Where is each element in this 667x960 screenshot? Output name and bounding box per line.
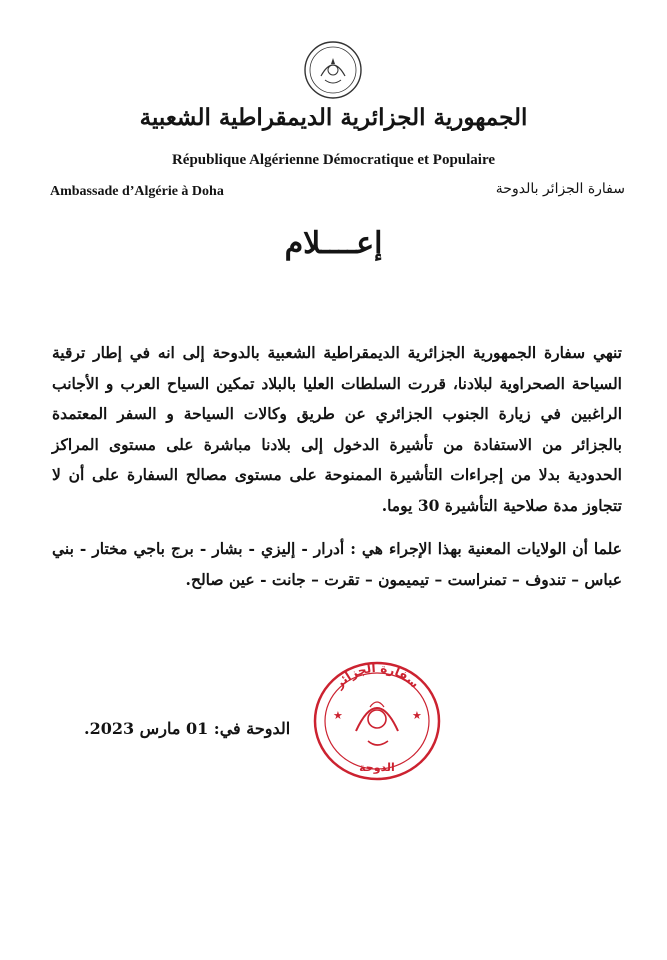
algeria-coat-of-arms-icon [303,40,363,100]
date-line: الدوحة في: 01 مارس 2023. [84,719,291,738]
embassy-round-stamp-icon [308,657,446,785]
french-republic-title: République Algérienne Démocratique et Populaire [171,152,496,168]
stamp-top-text: سفارة الجزائر [332,660,422,692]
notice-paragraph-1: تنهي سفارة الجمهورية الجزائرية الديمقراطية الشعبية بالدوحة إلى انه في إطار ترقية السياحة الصحراوية لبلادنا، قررت السلطات العليا بالبلاد تمكين السياح العرب و الأجانب الراغبين في زيارة الجنوب الجزائري عن طريق وكالات السياحة و السفر المعتمدة بالجزائر من الاستفادة من تأشيرة الدخول إلى بلادنا مباشرة على مستوى المراكز الحدودية بدلا من إجراءات التأشيرة الممنوحة على مستوى مصالح السفارة على أن لا تتجاوز مدة صلاحية التأشيرة 30 يوما. [52,343,622,515]
svg-text:★: ★ [333,709,343,722]
embassy-name-french: Ambassade d’Algérie à Doha [50,184,224,199]
stamp-bottom-text: الدوحة [359,761,395,774]
notice-paragraph-2: علما أن الولايات المعنية بهذا الإجراء هي : أدرار - إليزي - بشار - برج باجي مختار - بني عباس – تندوف – تمنراست – تيميمون – تقرت – جانت - عين صالح. [52,539,622,589]
embassy-name-arabic: سفارة الجزائر بالدوحة [495,181,625,197]
arabic-republic-title: الجمهورية الجزائرية الديمقراطية الشعبية [139,104,528,131]
notice-heading: إعــــلام [284,226,383,261]
svg-text:★: ★ [412,709,422,722]
svg-text:سفارة الجزائر [331,661,421,692]
